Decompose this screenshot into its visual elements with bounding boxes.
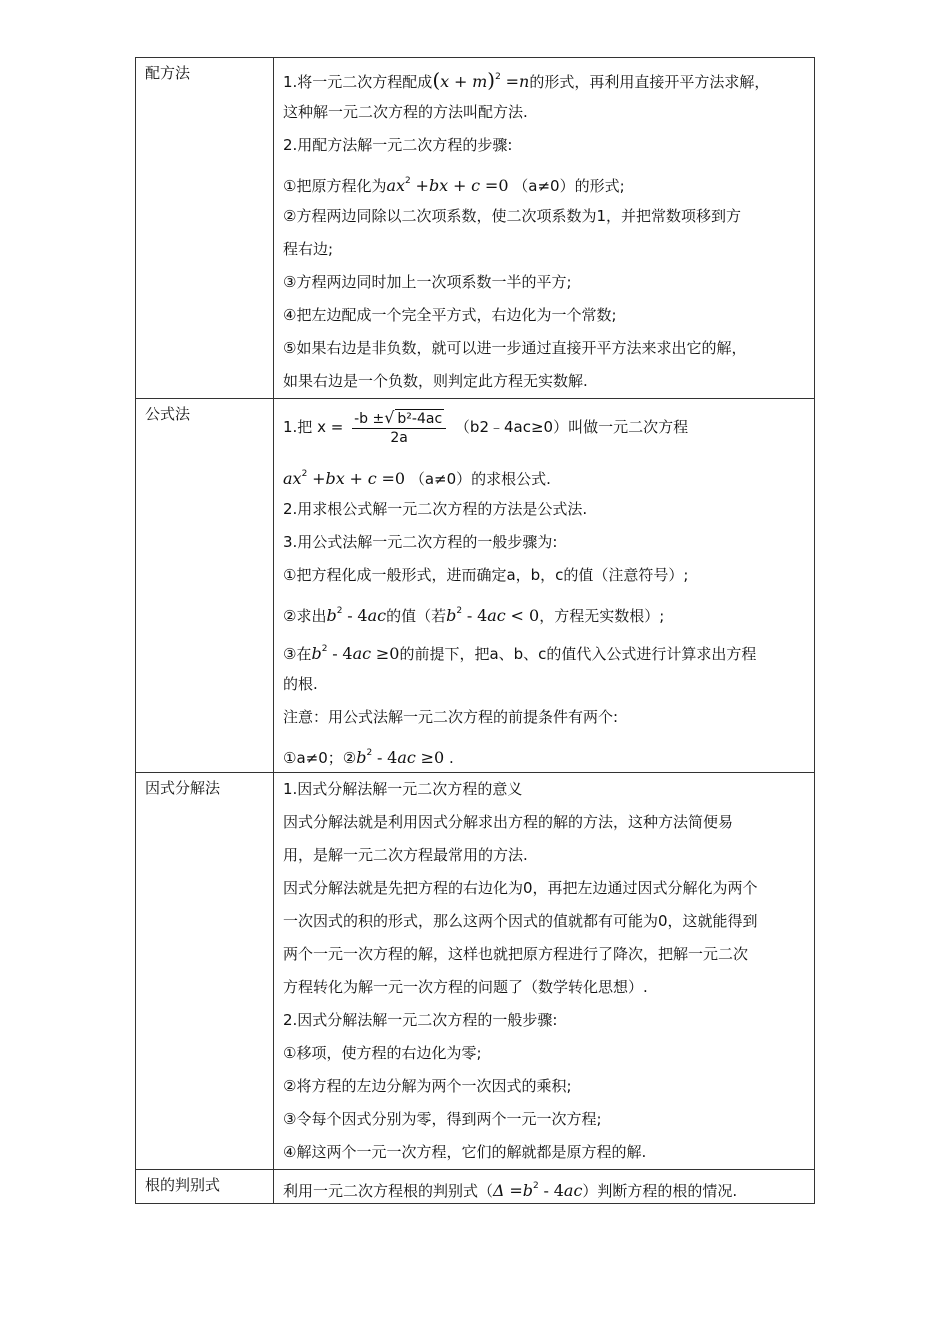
text-line: 程右边; xyxy=(283,240,334,258)
row-factorization xyxy=(136,773,815,1170)
text-line: ②求出$b^2 - 4ac$的值（若$b^2 - 4ac < 0$，方程无实数根）; xyxy=(283,606,665,625)
text-line: 方程转化为解一元一次方程的问题了（数学转化思想）. xyxy=(283,978,648,996)
text-line: ①移项，使方程的右边化为零; xyxy=(283,1044,482,1062)
text-line: ④解这两个一元一次方程，它们的解就都是原方程的解. xyxy=(283,1143,647,1161)
method-table xyxy=(135,57,815,1204)
text-line: 的根. xyxy=(283,675,318,693)
text-line: ①a≠0；$②b^2 - 4ac \ge 0$ . xyxy=(283,748,454,767)
text-line: ③在$b^2 - 4ac \ge 0$的前提下，把a、b、c的值代入公式进行计算求出方程 xyxy=(283,644,757,663)
row-discriminant xyxy=(136,1170,815,1204)
text-line: 如果右边是一个负数，则判定此方程无实数解. xyxy=(283,372,588,390)
text-line: 一次因式的积的形式，那么这两个因式的值就都有可能为0，这就能得到 xyxy=(283,912,758,930)
text-line: 2.因式分解法解一元二次方程的一般步骤: xyxy=(283,1011,558,1029)
row-title: 根的判别式 xyxy=(136,1170,274,1204)
text-line: 1.因式分解法解一元二次方程的意义 xyxy=(283,780,523,798)
text-line: ②将方程的左边分解为两个一次因式的乘积; xyxy=(283,1077,572,1095)
row-content xyxy=(274,399,815,773)
text-line: 用，是解一元二次方程最常用的方法. xyxy=(283,846,528,864)
text-line: 2.用求根公式解一元二次方程的方法是公式法. xyxy=(283,500,588,518)
text-line: 1.将一元二次方程配成$(x + m)^2 =n$的形式，再利用直接开平方法求解， xyxy=(283,68,770,92)
row-title: 配方法 xyxy=(136,58,274,399)
text-line: ①把方程化成一般形式，进而确定a，b，c的值（注意符号）; xyxy=(283,566,689,584)
row-title: 因式分解法 xyxy=(136,773,274,1170)
text-line: 注意：用公式法解一元二次方程的前提条件有两个: xyxy=(283,708,619,726)
text-line: $ax^2 +bx + c =0$ （a≠0）的求根公式. xyxy=(283,469,551,488)
text-line: 两个一元一次方程的解，这样也就把原方程进行了降次，把解一元二次 xyxy=(283,945,749,963)
text-line: ④把左边配成一个完全平方式，右边化为一个常数; xyxy=(283,306,617,324)
text-line: ②方程两边同除以二次项系数，使二次项系数为1，并把常数项移到方 xyxy=(283,207,741,225)
row-content xyxy=(274,58,815,399)
text-line: 2.用配方法解一元二次方程的步骤: xyxy=(283,136,513,154)
text-line: ⑤如果右边是非负数，就可以进一步通过直接开平方法来求出它的解， xyxy=(283,339,747,357)
text-line: 因式分解法就是先把方程的右边化为0，再把左边通过因式分解化为两个 xyxy=(283,879,758,897)
row-title: 公式法 xyxy=(136,399,274,773)
row-content xyxy=(274,773,815,1170)
text-line: 3.用公式法解一元二次方程的一般步骤为: xyxy=(283,533,558,551)
text-line: ①把原方程化为$ax^2 +bx + c =0$ （a≠0）的形式; xyxy=(283,176,625,195)
text-line: ③方程两边同时加上一次项系数一半的平方; xyxy=(283,273,572,291)
row-content xyxy=(274,1170,815,1204)
formula-fraction: $\frac{\text{-b ±√ b²-4ac}}{2a}$ xyxy=(352,409,446,447)
text-line: ③令每个因式分别为零，得到两个一元一次方程; xyxy=(283,1110,602,1128)
text-line: 利用一元二次方程根的判别式$(\Delta =b^2 - 4ac)$判断方程的根的情况. xyxy=(283,1181,738,1200)
text-line: 1.把 x = $\frac{\text{-b ±√ b²-4ac}}{2a}$ （b2﹣4ac≥0）叫做一元二次方程 xyxy=(283,407,689,446)
row-completing-square xyxy=(136,58,815,399)
text-line: 这种解一元二次方程的方法叫配方法. xyxy=(283,103,528,121)
row-quadratic-formula xyxy=(136,399,815,773)
text-line: 因式分解法就是利用因式分解求出方程的解的方法，这种方法简便易 xyxy=(283,813,734,831)
